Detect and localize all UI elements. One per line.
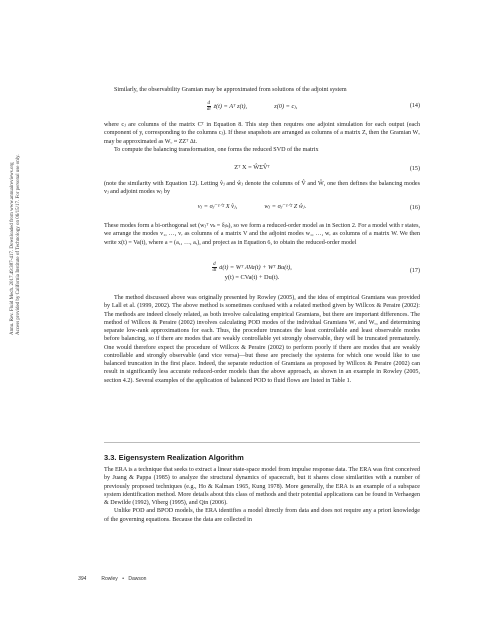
footer-author-2: Dawson bbox=[128, 576, 147, 582]
paragraph-text: Unlike POD and BPOD models, the ERA identifies a model directly from data and does not require any a priori knowledge of the governing equations. Because the data are collected in bbox=[104, 508, 420, 523]
paragraph-balancing-modes bbox=[104, 180, 420, 197]
paragraph-text: Similarly, the observability Gramian may be approximated from solutions of the adjoint system bbox=[114, 87, 347, 93]
section-divider bbox=[104, 442, 420, 443]
download-notice-line2: Access provided by California Institute of Technology on 06/15/17. For personal use only. bbox=[16, 154, 21, 335]
section-heading: 3.3. Eigensystem Realization Algorithm bbox=[104, 453, 244, 462]
paragraph-text: The ERA is a technique that seeks to extract a linear state-space model from impulse response data. The ERA was first conceived by Juang & Pappa (1985) to analyze the structural dynamics of spacecraft, but it shares close similarities with a number of previously proposed techniques (e.g., Ho & Kalman 1965, Kung 1978). More generally, the ERA is an example of a subspace system identification method. More details about this class of methods and their potential applications can be found in Verhaegen & Dewilde (1992), Viberg (1995), and Qin (2006). bbox=[104, 467, 420, 506]
paragraph-method-discussion bbox=[104, 294, 420, 385]
equation-15-body: Zᵀ X = ŴΣV̂ᵀ bbox=[234, 164, 270, 171]
equation-16 bbox=[104, 203, 420, 217]
equation-16-right: wⱼ = σⱼ⁻¹ᐟ² Z ŵⱼ. bbox=[264, 203, 307, 210]
download-notice-line1: Annu. Rev. Fluid Mech. 2017.49:387-417. Downloaded from www.annualreviews.org bbox=[10, 162, 15, 335]
paragraph-text: To compute the balancing transformation, one forms the reduced SVD of the matrix bbox=[114, 146, 319, 153]
download-notice bbox=[10, 154, 26, 335]
paragraph-biorthogonal bbox=[104, 222, 420, 247]
equation-16-left: vⱼ = σⱼ⁻¹ᐟ² X v̂ⱼ, bbox=[197, 203, 238, 210]
paragraph-text: These modes form a bi-orthogonal set (wⱼᵀ vₖ = δⱼₖ), so we form a reduced-order model as in Section 2. For a model with r states, we arrange the modes v₁, …, vᵣ as columns of a matrix V and the adjoint modes w₁, …, wᵣ as columns of a matrix W. We then write x(t) = Va(t), where a = (a₁, …, aᵣ), and project as in Equation 6, to obtain the reduced-order model bbox=[104, 223, 420, 246]
equation-16-number: (16) bbox=[409, 205, 420, 211]
bullet-separator: • bbox=[122, 576, 124, 582]
page-number: 394 bbox=[78, 576, 87, 582]
equation-14-lhs: ż(t) = Aᵀ z(t), bbox=[213, 102, 248, 110]
paragraph-adjoint-snapshots bbox=[104, 121, 420, 154]
equation-17-line1: ȧ(t) = Wᵀ AVa(t) + Wᵀ Bu(t), bbox=[219, 263, 292, 271]
equation-15 bbox=[104, 164, 420, 178]
equation-15-number: (15) bbox=[409, 166, 420, 172]
paragraph-observability bbox=[104, 86, 420, 94]
equation-14: $\frac{d}{dt}$ ż(t) = Aᵀ z(t), z(0) = cⱼ, (14) bbox=[206, 101, 420, 112]
equation-14-number: (14) bbox=[409, 103, 420, 109]
equation-17-number: (17) bbox=[409, 268, 420, 274]
page-footer bbox=[78, 576, 146, 582]
paragraph-text: (note the similarity with Equation 12). Letting v̂ⱼ and ŵⱼ denote the columns of V̂ and Ŵ, one then defines the balancing modes vⱼ and adjoint modes wⱼ by bbox=[104, 181, 420, 196]
equation-17: $\frac{d}{dt}$ ȧ(t) = Wᵀ AVa(t) + Wᵀ Bu(t), y(t) = CVa(t) + Du(t). (17) bbox=[104, 262, 420, 284]
footer-author-1: Rowley bbox=[101, 576, 118, 582]
paragraph-text: The method discussed above was originally presented by Rowley (2005), and the idea of empirical Gramians was provided by Lall et al. (1999, 2002). The above method is sometimes confused with a related method given by Willcox & Peraire (2002): The methods are indeed closely related, as both involve calculating empirical Gramians, but there are important differences. The method of Willcox & Peraire (2002) involves calculating POD modes of the individual Gramians Wᵣ and Wₒ, and determining separate low-rank approximations for each. Thus, the procedure truncates the least controllable and least observable modes before balancing, so if there are modes that are weakly controllable yet strongly observable, they will be truncated prematurely. One would therefore expect the procedure of Willcox & Peraire (2002) to perform poorly if there are modes that are weakly controllable and strongly observable (and vice versa)—but these are precisely the systems for which one would like to use balanced truncation in the first place. Indeed, the separate reduction of Gramians as proposed by Willcox & Peraire (2002) can result in significantly less accurate reduced-order models than the above approach, as shown in an example in Rowley (2005, section 4.2). Several examples of the application of balanced POD to fluid flows are listed in Table 1. bbox=[104, 295, 420, 384]
paragraph-text: where cⱼ are columns of the matrix Cᵀ in Equation 8. This step then requires one adjoint simulation for each output (each component of y, corresponding to the columns cⱼ). If these snapshots are arranged as columns of a matrix Z, then the Gramian Wₒ may be approximated as Wₒ ≈ ZZᵀ Δt. bbox=[104, 122, 420, 145]
equation-14-rhs: z(0) = cⱼ, bbox=[274, 102, 298, 110]
equation-17-line2: y(t) = CVa(t) + Du(t). bbox=[224, 274, 280, 281]
paragraph-era bbox=[104, 466, 420, 524]
